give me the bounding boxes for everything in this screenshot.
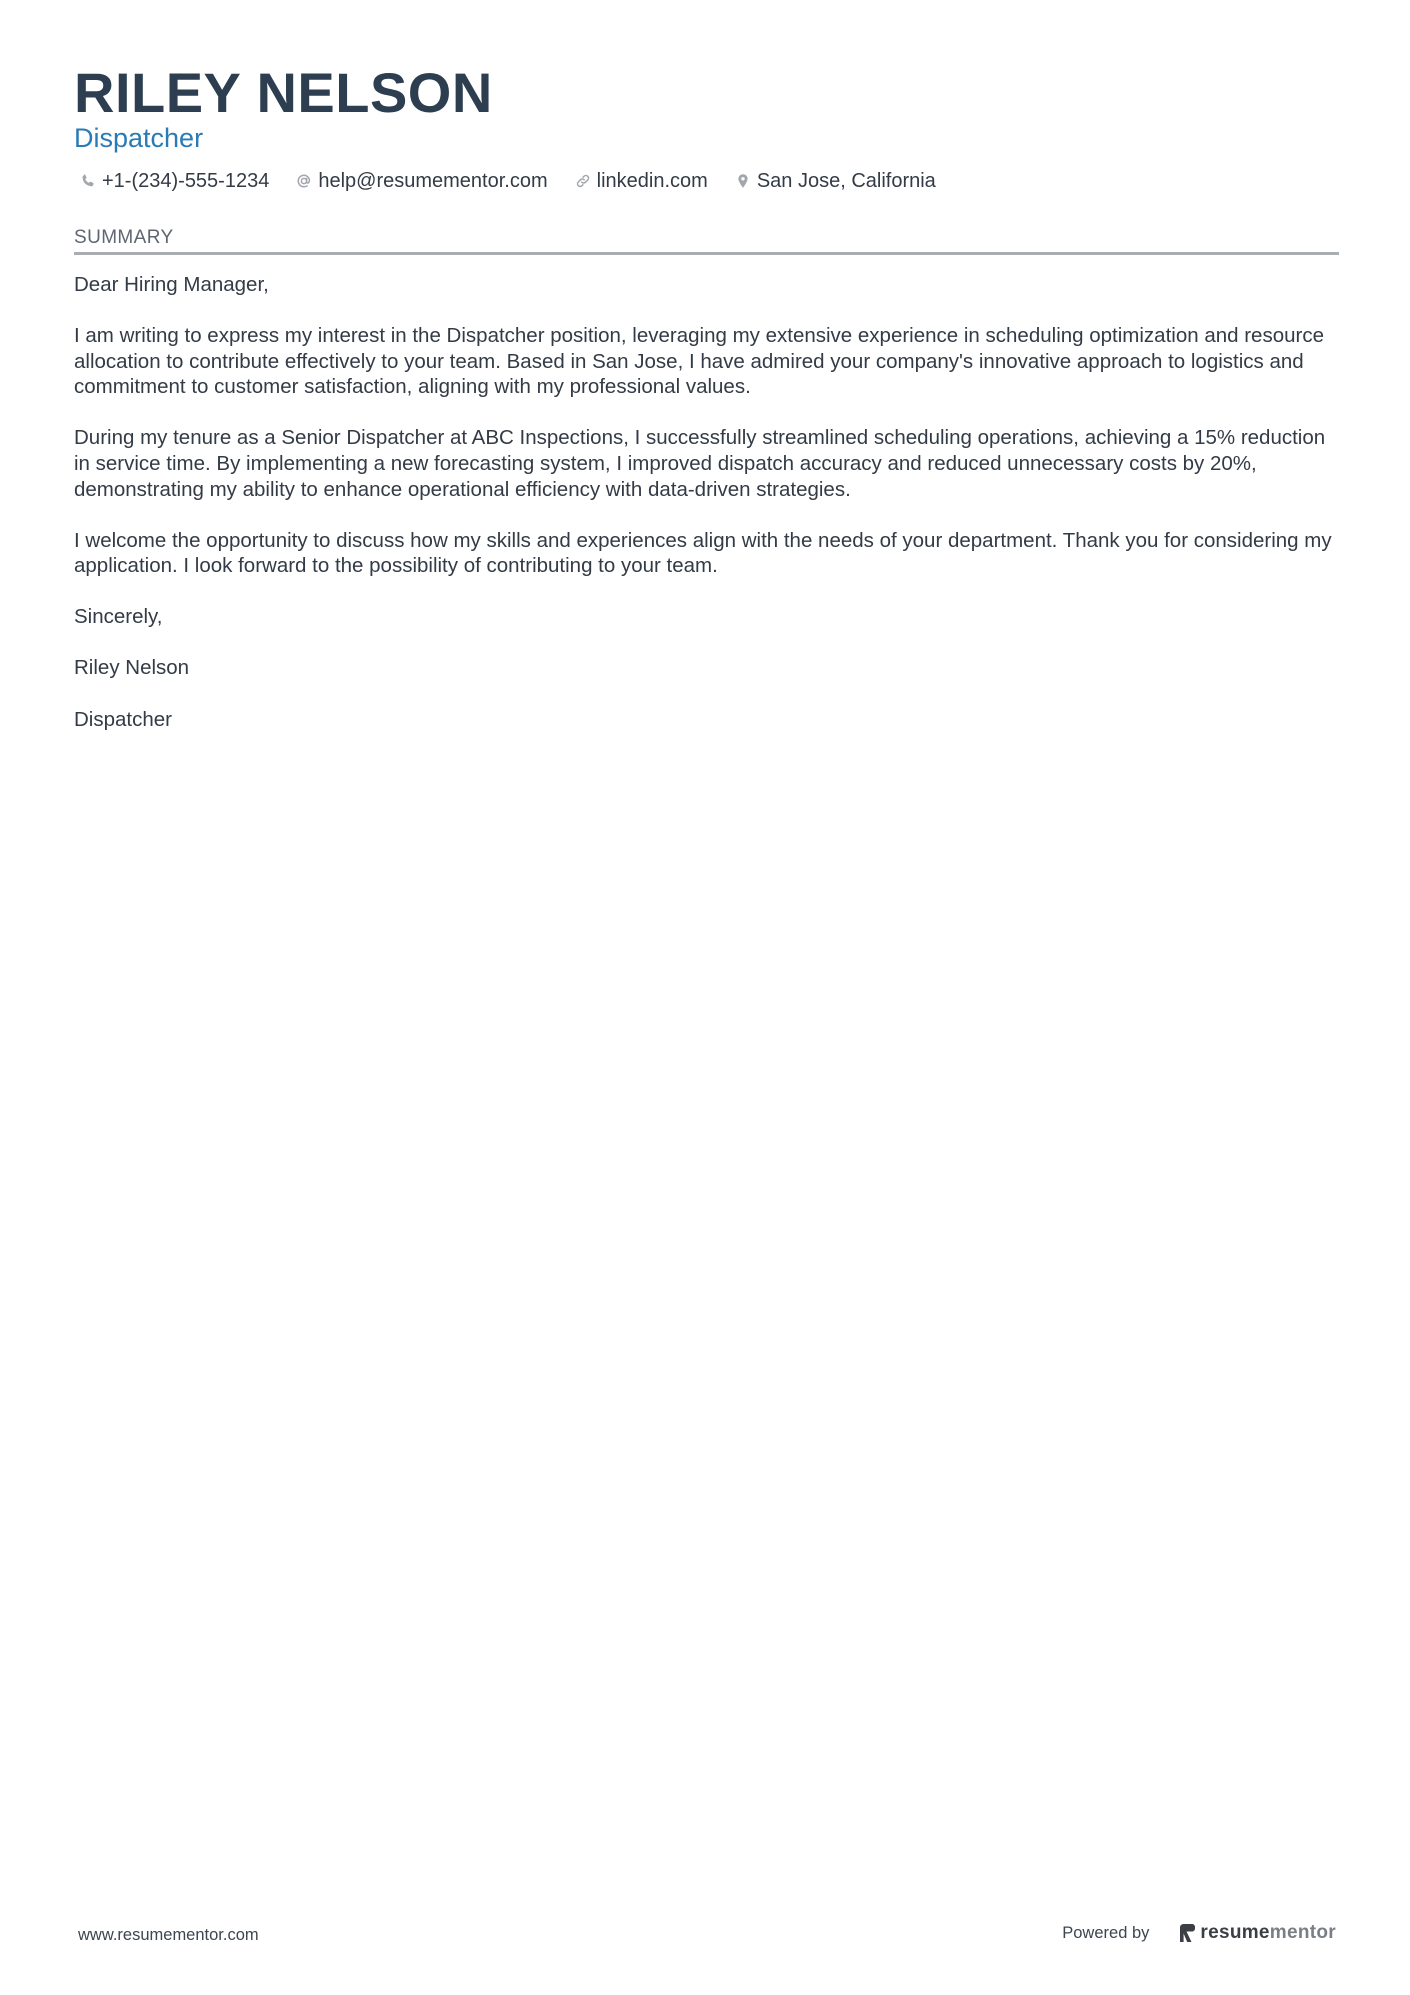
- letter-paragraph-2: During my tenure as a Senior Dispatcher at ABC Inspections, I successfully streamlined scheduling operations, achieving a 15% reduction in service time. By implementing a new forecasting system, I improved dispatch accuracy and reduced unnecessary costs by 20%, demonstrating my ability to enhance operational efficiency with data-driven strategies.: [74, 426, 1326, 501]
- location-text: San Jose, California: [756, 169, 936, 192]
- letter-paragraph-1: I am writing to express my interest in the Dispatcher position, leveraging my extensive experience in scheduling optimization and resource allocation to contribute effectively to your team. Based in San Jose, I have admired your company's innovative approach to logistics and commitment to customer satisfaction, aligning with my professional values.: [74, 324, 1324, 399]
- letter-body: [74, 272, 1344, 758]
- phone-icon: [80, 173, 96, 189]
- link-icon: [575, 173, 591, 189]
- candidate-name: RILEY NELSON: [74, 61, 493, 124]
- letter-salutation: Dear Hiring Manager,: [74, 273, 269, 296]
- contact-email[interactable]: [296, 170, 547, 193]
- powered-by-label: Powered by: [1062, 1923, 1150, 1942]
- website-text[interactable]: linkedin.com: [596, 169, 708, 192]
- footer-website-link[interactable]: www.resumementor.com: [78, 1926, 259, 1944]
- footer-branding: [1062, 1919, 1336, 1947]
- contact-location: [735, 170, 936, 193]
- candidate-role: Dispatcher: [74, 123, 204, 153]
- signature-name: Riley Nelson: [74, 656, 190, 680]
- brand-name-part-1: resume: [1200, 1922, 1270, 1943]
- map-pin-icon: [735, 173, 751, 189]
- brand-name-part-2: mentor: [1269, 1922, 1336, 1943]
- at-sign-icon: [296, 173, 312, 189]
- email-text[interactable]: help@resumementor.com: [318, 169, 548, 192]
- contact-phone: [80, 170, 269, 193]
- section-title-summary: SUMMARY: [74, 227, 174, 248]
- section-divider: [74, 252, 1339, 255]
- contact-website[interactable]: [575, 170, 708, 193]
- resumementor-logo-icon: [1179, 1923, 1196, 1943]
- letter-paragraph-3: I welcome the opportunity to discuss how my skills and experiences align with the needs of your department. Thank you for considering my application. I look forward to the possibility of contributing to your team.: [74, 528, 1332, 578]
- letter-closing: Sincerely,: [74, 605, 163, 629]
- brand-logo[interactable]: [1179, 1922, 1336, 1944]
- contact-bar: [80, 166, 963, 196]
- phone-text: +1-(234)-555-1234: [102, 169, 270, 192]
- signature-title: Dispatcher: [74, 707, 172, 731]
